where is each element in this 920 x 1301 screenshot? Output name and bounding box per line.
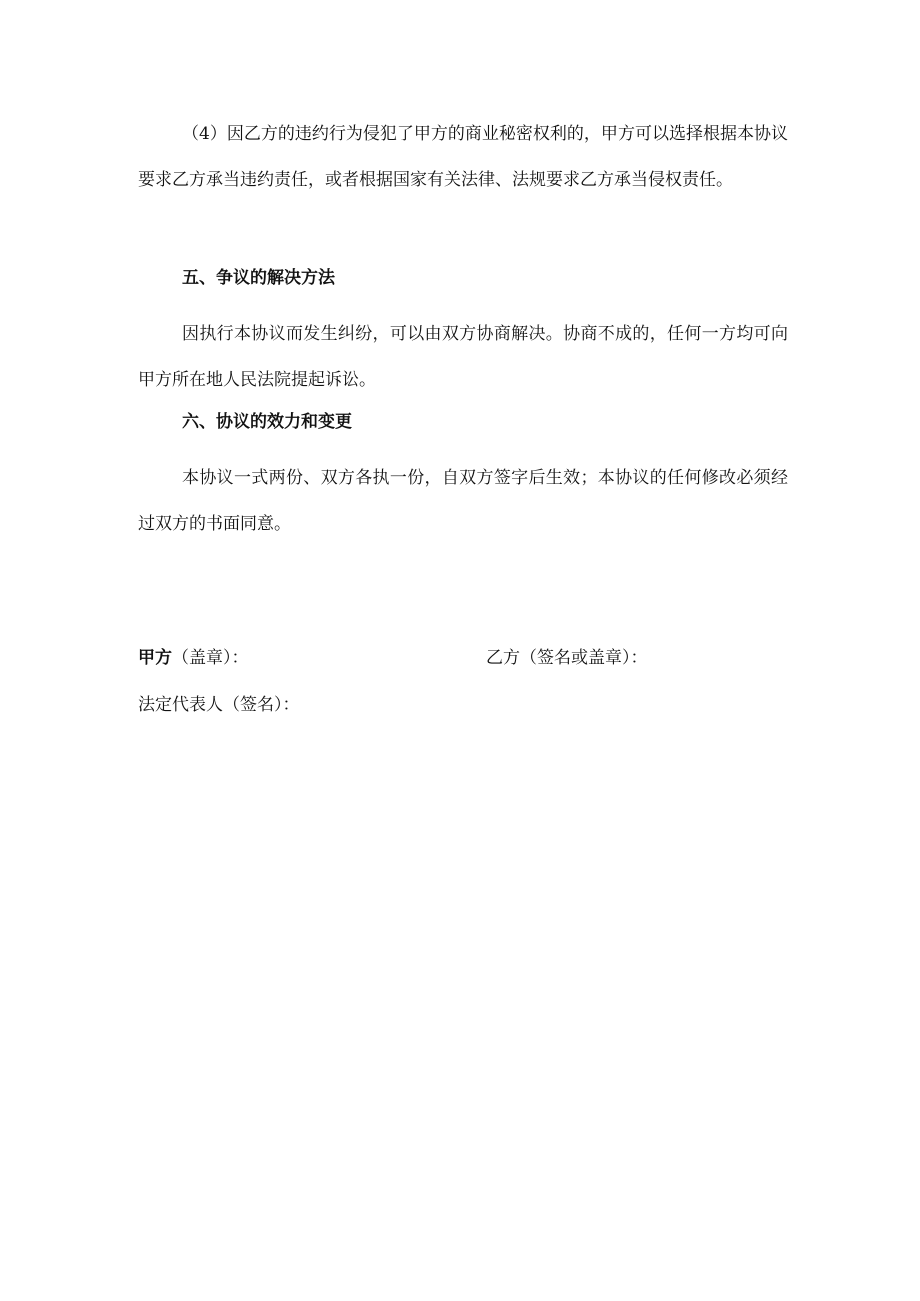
section-5-paragraph: 因执行本协议而发生纠纷，可以由双方协商解决。协商不成的，任何一方均可向甲方所在地人民法院提起诉讼。 xyxy=(138,324,788,390)
section-6-heading: 六、协议的效力和变更 xyxy=(182,412,352,432)
section-5-heading: 五、争议的解决方法 xyxy=(182,268,335,288)
party-a-signature-line xyxy=(138,643,249,673)
section-6-paragraph: 本协议一式两份、双方各执一份，自双方签字后生效；本协议的任何修改必须经过双方的书面同意。 xyxy=(138,468,788,534)
clause-4-paragraph: （4）因乙方的违约行为侵犯了甲方的商业秘密权利的，甲方可以选择根据本协议要求乙方承当违约责任，或者根据国家有关法律、法规要求乙方承当侵权责任。 xyxy=(138,124,788,190)
party-a-suffix: （盖章）： xyxy=(172,648,249,668)
party-a-label: 甲方 xyxy=(138,648,172,668)
party-b-signature-line: 乙方（签名或盖章）： xyxy=(486,648,648,668)
legal-representative-signature-line: 法定代表人（签名）： xyxy=(138,695,300,715)
